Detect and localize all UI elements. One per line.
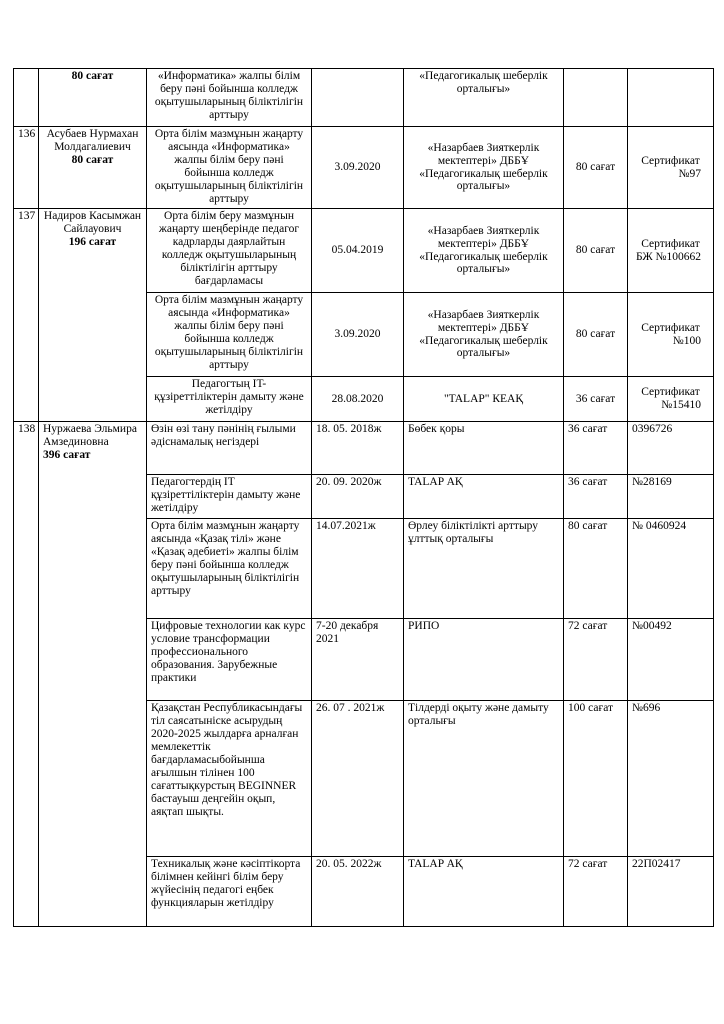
certificate-cell: 0396726 [628, 422, 714, 475]
organization-cell: Бөбек қоры [404, 422, 564, 475]
teacher-name: Надиров Касымжан Сайлауович [43, 210, 142, 235]
table-row [14, 422, 714, 475]
organization-cell: TALAP АҚ [404, 857, 564, 927]
total-hours: 80 сағат [71, 70, 114, 82]
certificate-cell [628, 69, 714, 127]
hours-cell: 36 сағат [564, 422, 628, 475]
hours-cell: 72 сағат [564, 857, 628, 927]
hours-cell: 100 сағат [564, 701, 628, 857]
course-cell: Орта білім мазмұнын жаңарту аясында «Информатика» жалпы білім беру пәні бойынша колледж оқытушыларының біліктілігін арттыру [147, 293, 312, 377]
date-cell: 14.07.2021ж [312, 519, 404, 619]
organization-cell: TALAP АҚ [404, 475, 564, 519]
certificate-cell [628, 127, 714, 209]
certificate-cell [628, 293, 714, 377]
organization-cell: "TALAP" КЕАҚ [404, 377, 564, 422]
date-cell: 3.09.2020 [312, 293, 404, 377]
certificate-cell: №00492 [628, 619, 714, 701]
certificate-number: №15410 [661, 399, 701, 411]
certificate-cell: 22П02417 [628, 857, 714, 927]
teacher-cell [39, 69, 147, 127]
certificate-cell: №696 [628, 701, 714, 857]
course-cell: Орта білім беру мазмұнын жаңарту шеңберінде педагог кадрларды даярлайтын колледж оқытушыларының біліктілігін арттыру бағдарламасы [147, 209, 312, 293]
course-cell: Цифровые технологии как курс условие трансформации профессионального образования. Зарубежные практики [147, 619, 312, 701]
course-cell: Қазақстан Республикасындағы тіл саясатынiске асырудың 2020-2025 жылдарға арналған мемлекеттік бағдарламасыбойынша ағылшын тілінен 100 сағаттықкурстың BEGINNER бастауыш деңгейін оқып, аяқтап шықты. [147, 701, 312, 857]
hours-cell: 80 сағат [564, 209, 628, 293]
organization-cell: «Назарбаев Зияткерлік мектептері» ДББҰ «Педагогикалық шеберлік орталығы» [404, 293, 564, 377]
course-cell: Педагогтың IT-құзіреттіліктерін дамыту және жетілдіру [147, 377, 312, 422]
certificate-cell [628, 377, 714, 422]
organization-cell: «Педагогикалық шеберлік орталығы» [404, 69, 564, 127]
row-number-cell [14, 69, 39, 127]
course-cell: Өзін өзі тану пәнінің ғылыми әдіснамалық негіздері [147, 422, 312, 475]
table-row [14, 69, 714, 127]
hours-cell: 80 сағат [564, 127, 628, 209]
hours-cell: 80 сағат [564, 293, 628, 377]
date-cell: 7-20 декабря 2021 [312, 619, 404, 701]
certificate-cell [628, 209, 714, 293]
certificate-label: Сертификат [641, 386, 700, 399]
date-cell: 05.04.2019 [312, 209, 404, 293]
course-cell: Орта білім мазмұнын жаңарту аясында «Қазақ тілі» және «Қазақ әдебиеті» жалпы білім беру пәні бойынша колледж оқытушыларының біліктілігін арттыру [147, 519, 312, 619]
course-cell: «Информатика» жалпы білім беру пәні бойынша колледж оқытушыларының біліктілігін арттыру [147, 69, 312, 127]
date-cell: 28.08.2020 [312, 377, 404, 422]
date-cell: 18. 05. 2018ж [312, 422, 404, 475]
hours-cell [564, 69, 628, 127]
course-cell: Педагогтердің IT құзіреттіліктерін дамыту және жетілдіру [147, 475, 312, 519]
table-row [14, 127, 714, 209]
organization-cell: РИПО [404, 619, 564, 701]
certificate-cell: № 0460924 [628, 519, 714, 619]
certificate-label: Сертификат [641, 237, 700, 250]
organization-cell: Тілдерді оқыту және дамыту орталығы [404, 701, 564, 857]
total-hours: 196 сағат [68, 235, 117, 248]
row-number-cell: 137 [14, 209, 39, 422]
row-number-cell: 136 [14, 127, 39, 209]
certificate-number: БЖ №100662 [636, 250, 701, 263]
organization-cell: Өрлеу біліктілікті арттыру ұлттық орталығы [404, 519, 564, 619]
date-cell [312, 69, 404, 127]
certificate-cell: №28169 [628, 475, 714, 519]
hours-cell: 36 сағат [564, 377, 628, 422]
row-number-cell: 138 [14, 422, 39, 927]
total-hours: 396 сағат [43, 448, 91, 461]
course-cell: Техникалық және кәсіптікорта білімнен кейінгі білім беру жүйесінің педагогі еңбек функцияларын жетілдіру [147, 857, 312, 927]
teacher-name: Нуржаева Эльмира Амзединовна [43, 423, 137, 448]
teacher-name: Асубаев Нурмахан Молдагалиевич [46, 128, 139, 153]
certificate-label: Сертификат [641, 154, 700, 167]
date-cell: 20. 09. 2020ж [312, 475, 404, 519]
table-row [14, 209, 714, 293]
hours-cell: 72 сағат [564, 619, 628, 701]
certificate-label: Сертификат [641, 321, 700, 334]
date-cell: 26. 07 . 2021ж [312, 701, 404, 857]
date-cell: 20. 05. 2022ж [312, 857, 404, 927]
total-hours: 80 сағат [71, 153, 114, 166]
organization-cell: «Назарбаев Зияткерлік мектептері» ДББҰ «Педагогикалық шеберлік орталығы» [404, 209, 564, 293]
certificate-number: №100 [672, 334, 701, 347]
training-records-table [13, 68, 714, 927]
hours-cell: 80 сағат [564, 519, 628, 619]
teacher-cell [39, 422, 147, 927]
teacher-cell [39, 127, 147, 209]
certificate-number: №97 [678, 167, 701, 180]
date-cell: 3.09.2020 [312, 127, 404, 209]
course-cell: Орта білім мазмұнын жаңарту аясында «Информатика» жалпы білім беру пәні бойынша колледж оқытушыларының біліктілігін арттыру [147, 127, 312, 209]
teacher-cell [39, 209, 147, 422]
organization-cell: «Назарбаев Зияткерлік мектептері» ДББҰ «Педагогикалық шеберлік орталығы» [404, 127, 564, 209]
hours-cell: 36 сағат [564, 475, 628, 519]
